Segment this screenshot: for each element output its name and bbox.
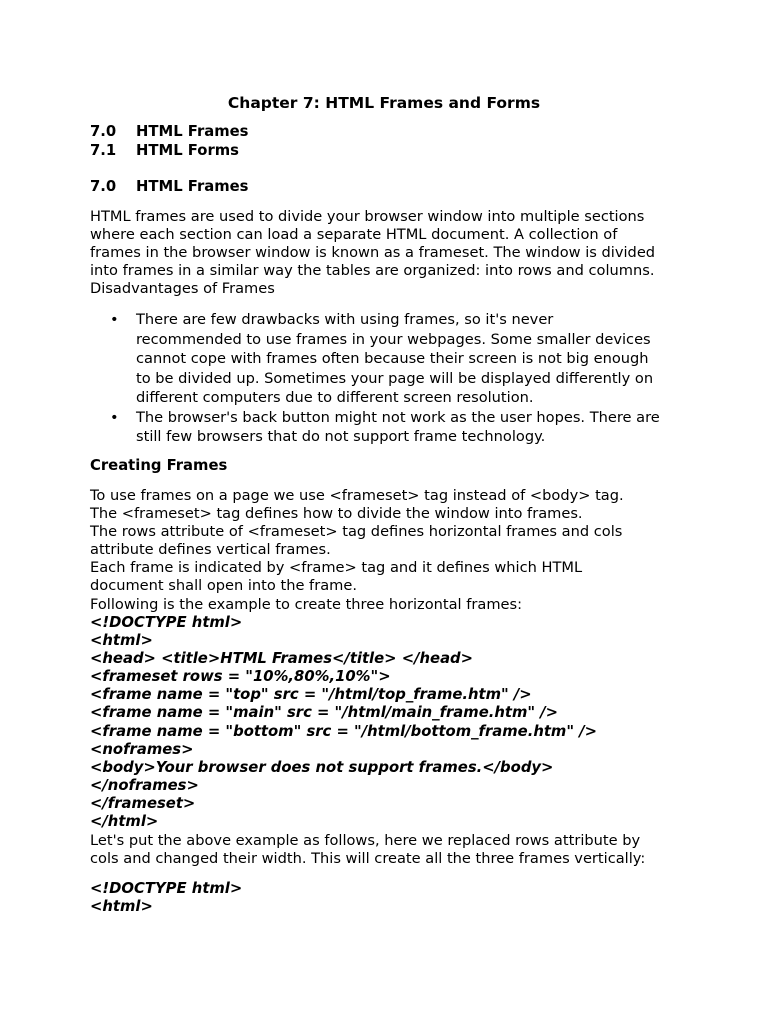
bullet-icon: • xyxy=(110,408,119,426)
text-line: to be divided up. Sometimes your page will be displayed differently on xyxy=(136,369,654,387)
toc-number: 7.0 xyxy=(90,123,117,140)
code-line: <!DOCTYPE html> xyxy=(90,614,243,631)
code-line: <head> <title>HTML Frames</title> </head> xyxy=(90,650,474,668)
code-line: <html> xyxy=(90,898,153,916)
toc-item xyxy=(90,123,249,142)
text-line: document shall open into the frame. xyxy=(90,577,357,595)
text-line: The <frameset> tag defines how to divide the window into frames. xyxy=(90,505,583,523)
code-line: <body>Your browser does not support frames.</body> xyxy=(90,758,554,776)
code-line: <!DOCTYPE html> xyxy=(90,880,243,897)
text-line: different computers due to different screen resolution. xyxy=(136,389,534,406)
text-line: The browser's back button might not work as the user hopes. There are xyxy=(136,408,660,426)
chapter-title: Chapter 7: HTML Frames and Forms xyxy=(227,94,541,112)
toc-label: HTML Frames xyxy=(136,123,249,140)
toc-number: 7.1 xyxy=(90,141,117,159)
code-line: <frame name = "top" src = "/html/top_frame.htm" /> xyxy=(90,686,532,704)
text-line: The rows attribute of <frameset> tag defines horizontal frames and cols xyxy=(90,523,623,541)
creating-frames-paragraph xyxy=(90,487,624,614)
code-line: <html> xyxy=(90,632,153,650)
text-line: frames in the browser window is known as a frameset. The window is divided xyxy=(90,244,656,262)
text-line: attribute defines vertical frames. xyxy=(90,541,331,559)
text-line: HTML frames are used to divide your browser window into multiple sections xyxy=(90,208,645,225)
toc-label: HTML Forms xyxy=(136,141,239,159)
text-line: cannot cope with frames often because their screen is not big enough xyxy=(136,350,649,367)
toc-item xyxy=(90,142,249,161)
section-number: 7.0 xyxy=(90,178,117,195)
text-line: There are few drawbacks with using frames, so it's never xyxy=(136,311,554,328)
creating-frames-heading: Creating Frames xyxy=(90,457,228,474)
list-item xyxy=(90,310,660,408)
code-line: <frame name = "bottom" src = "/html/bottom_frame.htm" /> xyxy=(90,722,598,740)
code-line: </frameset> xyxy=(90,794,196,812)
code-line: <frame name = "main" src = "/html/main_frame.htm" /> xyxy=(90,704,559,722)
text-line: Each frame is indicated by <frame> tag and it defines which HTML xyxy=(90,559,583,577)
text-line: where each section can load a separate HTML document. A collection of xyxy=(90,226,618,244)
disadvantages-list xyxy=(90,310,660,447)
code-line: </html> xyxy=(90,813,159,831)
text-line: Let's put the above example as follows, here we replaced rows attribute by xyxy=(90,832,641,849)
code-example-vertical xyxy=(90,880,242,916)
code-example-horizontal xyxy=(90,614,597,831)
section-label: HTML Frames xyxy=(136,178,249,195)
text-line: Disadvantages of Frames xyxy=(90,280,275,298)
list-item xyxy=(90,408,660,447)
section-heading xyxy=(90,177,249,197)
text-line: cols and changed their width. This will create all the three frames vertically: xyxy=(90,850,646,868)
table-of-contents xyxy=(90,123,249,160)
text-line: To use frames on a page we use <frameset> tag instead of <body> tag. xyxy=(90,487,624,504)
code-line: </noframes> xyxy=(90,776,199,794)
intro-paragraph xyxy=(90,208,655,298)
text-line: still few browsers that do not support frame technology. xyxy=(136,428,546,445)
code-line: <noframes> xyxy=(90,740,194,758)
text-line: Following is the example to create three horizontal frames: xyxy=(90,595,523,613)
text-line: into frames in a similar way the tables are organized: into rows and columns. xyxy=(90,262,655,280)
code-line: <frameset rows = "10%,80%,10%"> xyxy=(90,668,391,686)
bullet-icon: • xyxy=(110,311,119,328)
text-line: recommended to use frames in your webpages. Some smaller devices xyxy=(136,330,651,348)
vertical-frames-paragraph xyxy=(90,832,645,868)
